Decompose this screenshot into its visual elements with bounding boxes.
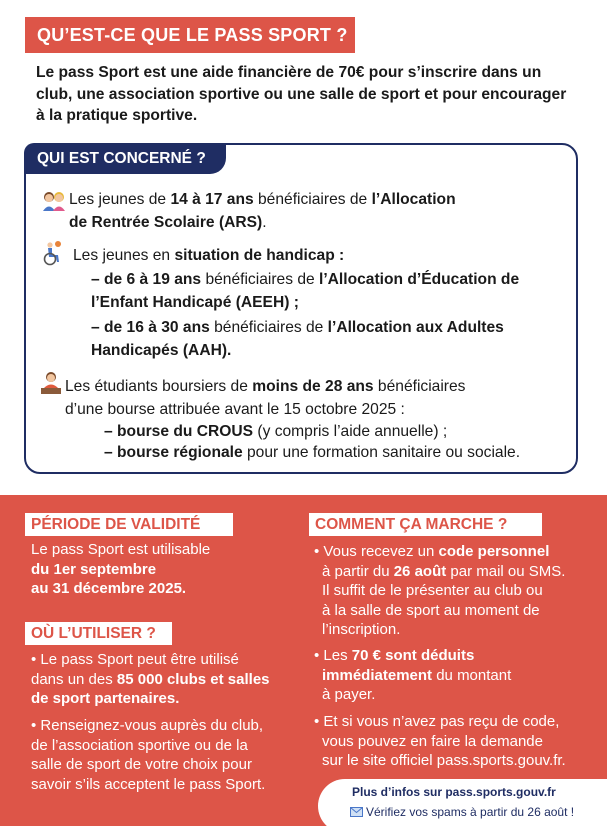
- where-text-1: • Le pass Sport peut être utilisé dans un des 85 000 clubs et salles de sport partenaires.: [31, 651, 270, 707]
- eligibility-subitem-aah: – de 16 à 30 ans bénéficiaires de l’Allocation aux Adultes Handicapés (AAH).: [91, 319, 504, 359]
- how-title: COMMENT ÇA MARCHE ?: [309, 513, 542, 536]
- eligibility-title: QUI EST CONCERNÉ ?: [24, 143, 226, 174]
- how-text-2: • Les 70 € sont déduits immédiatement du montant à payer.: [314, 647, 512, 703]
- eligibility-subitem-aeeh: – de 6 à 19 ans bénéficiaires de l’Allocation d’Éducation de l’Enfant Handicapé (AEEH) ;: [91, 271, 520, 311]
- validity-text: Le pass Sport est utilisable du 1er septembre au 31 décembre 2025.: [31, 541, 211, 597]
- where-title: OÙ L’UTILISER ?: [25, 622, 172, 645]
- page-title: QU’EST-CE QUE LE PASS SPORT ?: [37, 25, 348, 45]
- envelope-icon: [350, 807, 363, 817]
- eligibility-item-ars: Les jeunes de 14 à 17 ans bénéficiaires de l’Allocation de Rentrée Scolaire (ARS).: [69, 191, 456, 231]
- how-text-1: • Vous recevez un code personnel à partir du 26 août par mail ou SMS. Il suffit de le présenter au club ou à la salle de sport au moment de l’inscription.: [314, 543, 566, 638]
- how-text-3: • Et si vous n’avez pas reçu de code, vous pouvez en faire la demande sur le site officiel pass.sports.gouv.fr.: [314, 713, 566, 769]
- young-people-icon: [41, 189, 67, 215]
- student-icon: [38, 371, 64, 397]
- footer-website-link[interactable]: Plus d’infos sur pass.sports.gouv.fr: [352, 785, 556, 799]
- eligibility-item-students: Les étudiants boursiers de moins de 28 ans bénéficiaires d’une bourse attribuée avant le 15 octobre 2025 :: [65, 378, 466, 418]
- where-text-2: • Renseignez-vous auprès du club, de l’association sportive ou de la salle de sport de votre choix pour savoir s’ils acceptent le pass Sport.: [31, 717, 266, 793]
- eligibility-subitem-crous: – bourse du CROUS (y compris l’aide annuelle) ;: [104, 423, 448, 440]
- eligibility-subitem-regionale: – bourse régionale pour une formation sanitaire ou sociale.: [104, 444, 521, 461]
- footer-spam-note: Vérifiez vos spams à partir du 26 août !: [350, 805, 574, 819]
- wheelchair-icon: [39, 240, 65, 266]
- page-title-banner: [25, 17, 355, 53]
- intro-text: Le pass Sport est une aide financière de 70€ pour s’inscrire dans un club, une association sportive ou une salle de sport et pour encourager à la pratique sportive.: [36, 64, 567, 124]
- validity-title: PÉRIODE DE VALIDITÉ: [25, 513, 233, 536]
- eligibility-item-handicap: Les jeunes en situation de handicap :: [73, 247, 345, 264]
